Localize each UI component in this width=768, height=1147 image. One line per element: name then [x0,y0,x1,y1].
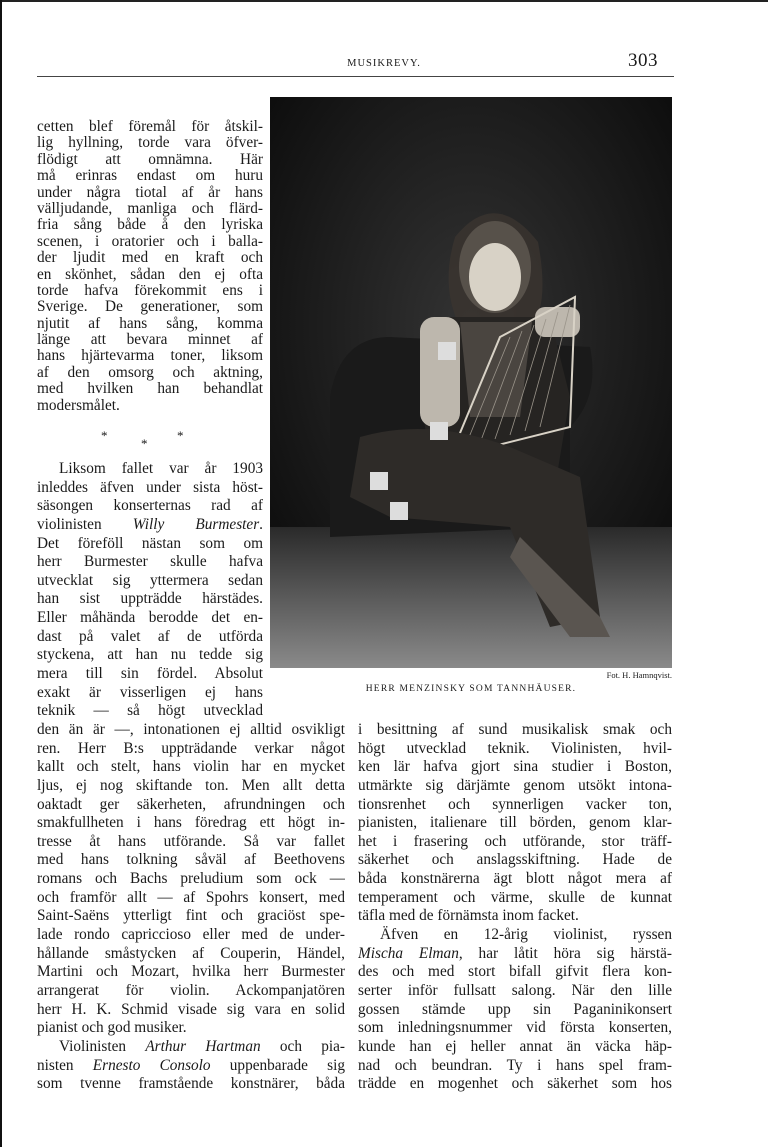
text-segment: och pia- [260,1037,345,1055]
italic-name: Willy Burmester [132,515,260,533]
text-segment: violinisten [37,515,133,533]
separator-star: * [101,428,108,443]
left-column-mid-text [37,460,263,721]
left-column-top-text [37,119,263,414]
text-line: arrangerat för violin. Ackompanjatören [37,981,345,999]
text-line: högt utvecklad teknik. Violinisten, hvil- [358,739,672,757]
text-segment: . [259,515,263,533]
text-line: ren. Herr B:s uppträdande verkar något [37,739,345,757]
text-line: säsongen konserternas rad af [37,497,263,515]
separator-star: * [141,436,148,451]
section-separator [37,428,263,458]
text-line: med hans tolkning såväl af Beethovens [37,851,345,869]
text-line [358,945,672,964]
text-line: hållande småstycken af Couperin, Händel, [37,944,345,962]
text-line: med hvilken han behandlat [37,381,263,398]
text-line: inleddes äfven under sista höst- [37,478,263,496]
text-segment: Violinisten [59,1037,146,1055]
text-line: exakt är visserligen ej hans [37,683,263,701]
text-line: kunde han ej heller annat än väcka häp- [358,1037,672,1055]
text-line: teknik — så högt utvecklad [37,702,263,720]
text-line: der ljudit med en kraft och [37,250,263,267]
text-line: tionsrenhet och synnerligen vacker ton, [358,795,672,813]
text-line: säkerhet och anslagsskiftning. Hade de [358,851,672,869]
text-line: och framför allt — af Spohrs konsert, med [37,888,345,906]
text-line: utmärkte sig därjämte genom utsökt intona- [358,776,672,794]
text-line: ken lär hafva gjort sina studier i Boston, [358,758,672,776]
text-line: under några tiotal af år hans [37,184,263,201]
text-line: nad och beundran. Ty i hans spel fram- [358,1056,672,1074]
text-line: Sverige. De generationer, som [37,299,263,316]
text-line: Det föreföll nästan som om [37,534,263,552]
text-segment: nisten [37,1056,93,1074]
photo-credit: Fot. H. Hamnqvist. [606,670,672,680]
text-line: Saint-Saëns ytterligt fint och graciöst spe- [37,907,345,925]
text-line: af den omsorg och aktning, [37,364,263,381]
text-line: lig hyllning, torde vara öfver- [37,135,263,152]
text-line: herr H. K. Schmid visade sig vara en solid [37,1000,345,1018]
text-line: hans hjärtevarma toner, liksom [37,348,263,365]
text-line: romans och Bachs preludium som ock — [37,870,345,888]
text-line: torde hafva förekommit ens i [37,282,263,299]
text-line: en skönhet, sådan den ej ofta [37,266,263,283]
text-line [37,516,263,535]
right-column-text [358,721,672,1094]
text-line: styckena, att han nu tedde sig [37,646,263,664]
text-line: modersmålet. [37,397,120,414]
left-column-bottom-text [37,721,345,1094]
text-line: Äfven en 12-årig violinist, ryssen [380,926,672,944]
text-line: het i frasering och utförande, stor träff- [358,832,672,850]
text-line: cetten blef föremål för åtskil- [37,119,263,135]
text-line: tresse åt hans utförande. Så var fallet [37,832,345,850]
page-edge-top [0,0,768,2]
text-line: njutit af hans sång, komma [37,315,263,332]
text-line: serter inför fullsatt salong. När den lille [358,981,672,999]
text-line: välljudande, manliga och flärd- [37,200,263,217]
text-line: lade rondo capriccioso eller med de under- [37,926,345,944]
italic-name: Ernesto Consolo [92,1056,211,1074]
text-line: som inledningsnummer vid första konserten, [358,1019,672,1037]
text-line: täfla med de förnämsta inom facket. [358,907,579,925]
text-line: Eller måhända berodde det en- [37,609,263,627]
text-line: Martini och Mozart, hvilka herr Burmester [37,963,345,981]
text-line: Liksom fallet var år 1903 [59,460,263,477]
text-line [37,1038,345,1057]
italic-name: Arthur Hartman [145,1037,261,1055]
text-line: fria sång både å den lyriska [37,217,263,234]
text-line: kallt och stelt, hans violin har en mycket [37,758,345,776]
text-line: scenen, i oratorier och i balla- [37,233,263,250]
text-line: oaktadt ger säkerheten, afrundningen och [37,795,345,813]
text-line: han sist uppträdde härstädes. [37,590,263,608]
text-line: ljus, ej nog skiftande ton. Men allt detta [37,776,345,794]
text-line: mera till sin fördel. Absolut [37,665,263,683]
text-line: gossen stämde upp sin Paganinikonsert [358,1000,672,1018]
text-line: pianisten, italienare till börden, genom klar- [358,814,672,832]
text-line: båda konstnärerna ägt blott något mera af [358,870,672,888]
text-line: smakfullheten i hans föredrag ett högt in- [37,814,345,832]
running-title: MUSIKREVY. [347,58,421,69]
text-line: den än är —, intonationen ej alltid osvikligt [37,721,345,738]
figure-caption: HERR MENZINSKY SOM TANNHÄUSER. [365,684,577,694]
text-line: länge att bevara minnet af [37,332,263,349]
text-line: må erinras endast om huru [37,168,263,185]
text-line: som tvenne framstående konstnärer, båda [37,1075,345,1093]
page-edge-left [0,0,2,1147]
text-segment: uppenbarade sig [210,1056,345,1074]
text-segment: , har låtit höra sig härstä- [458,944,672,962]
separator-star: * [177,428,184,443]
page-number: 303 [628,50,658,71]
text-line [37,1057,345,1076]
text-line: utvecklat sig yttermera sedan [37,571,263,589]
text-line: des och med stort bifall gifvit flera kon- [358,963,672,981]
text-line: temperament och värme, skulle de kunnat [358,888,672,906]
text-line: trädde en mogenhet och säkerhet som hos [358,1075,672,1093]
italic-name: Mischa Elman [358,944,459,962]
text-line: i besittning af sund musikalisk smak och [358,721,672,738]
text-line: dast på valet af de utförda [37,627,263,645]
header-rule [37,76,674,77]
photograph-menzinsky-as-tannhauser [270,97,672,668]
text-line: herr Burmester skulle hafva [37,553,263,571]
text-line: pianist och god musiker. [37,1019,187,1037]
text-line: flödigt att omnämna. Här [37,151,263,168]
